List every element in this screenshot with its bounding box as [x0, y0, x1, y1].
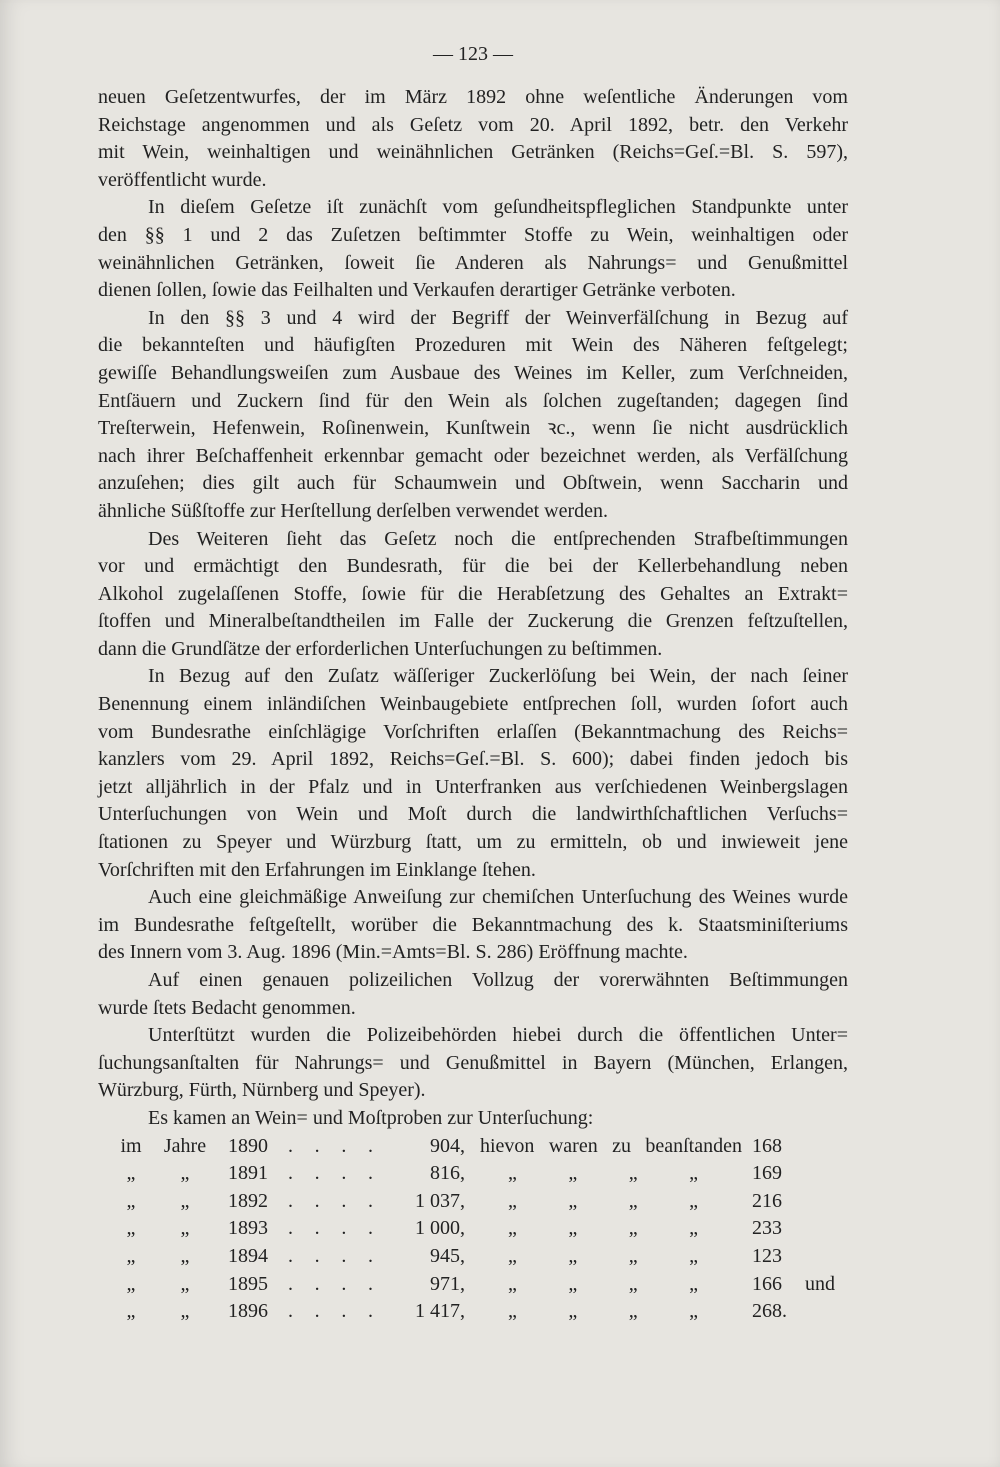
text-line: Es kamen an Wein= und Moſtproben zur Unterſuchung: [148, 1106, 594, 1129]
ditto-mark: „ [628, 1244, 638, 1267]
ditto-mark: „ [628, 1272, 638, 1295]
objected-count: 123 [752, 1244, 782, 1267]
ditto-mark: „ [568, 1300, 578, 1323]
text-line: Alkohol zugelaſſenen Stoffe, ſowie für die Herabſetzung des Gehaltes an Extrakt= [98, 582, 848, 605]
text-line: Unterſuchungen von Wein und Moſt durch die landwirthſchaftlichen Verſuchs= [98, 803, 848, 826]
row-label: „ [180, 1189, 190, 1212]
ditto-marks [508, 1271, 698, 1299]
paragraphs [98, 84, 848, 1133]
row-label: „ [180, 1162, 190, 1185]
objected-count: 168 [752, 1134, 782, 1157]
text-line: In Bezug auf den Zuſatz wäſſeriger Zuckerlöſung bei Wein, der nach ſeiner [148, 665, 848, 688]
paragraph [98, 1022, 848, 1105]
text-line: ſtationen zu Speyer und Würzburg ſtatt, um zu ermitteln, ob und inwieweit jene [98, 831, 848, 854]
objected-count: 169 [752, 1162, 782, 1185]
text-line: nach ihrer Beſchaffenheit erkennbar gemacht oder bezeichnet werden, als Verfälſchung [98, 444, 848, 467]
text-line: Des Weiteren ſieht das Geſetz noch die entſprechenden Strafbeſtimmungen [148, 527, 848, 550]
row-label: „ [126, 1217, 136, 1240]
table-row [98, 1160, 848, 1188]
text-line: dienen ſollen, ſowie das Feilhalten und Verkaufen derartiger Getränke verboten. [98, 279, 736, 302]
ditto-marks [508, 1243, 698, 1271]
row-suffix: und [805, 1272, 835, 1295]
objected-count: 268. [752, 1300, 787, 1323]
text-line: neuen Geſetzentwurfes, der im März 1892 ohne weſentliche Änderungen vom [98, 86, 848, 108]
ditto-mark: „ [508, 1189, 517, 1212]
leader-dots: . . . . [288, 1189, 373, 1212]
objected-count: 233 [752, 1217, 782, 1240]
text-line: In dieſem Geſetze iſt zunächſt vom geſundheitspfleglichen Standpunkte unter [148, 196, 848, 219]
ditto-mark: „ [568, 1189, 578, 1212]
leader-dots: . . . . [288, 1272, 373, 1295]
text-line: ähnliche Süßſtoffe zur Herſtellung derſelben verwendet werden. [98, 499, 608, 522]
row-label: „ [180, 1244, 190, 1267]
text-line: Benennung einem inländiſchen Weinbaugebiete entſprechen ſoll, wurden ſofort auch [98, 693, 848, 716]
ditto-mark: „ [628, 1162, 638, 1185]
text-line: Auch eine gleichmäßige Anweiſung zur chemiſchen Unterſuchung des Weines wurde [148, 886, 848, 909]
ditto-mark: „ [508, 1162, 517, 1185]
sample-count: 816, [430, 1162, 465, 1185]
ditto-mark: „ [628, 1217, 638, 1240]
ditto-mark: „ [628, 1189, 638, 1212]
text-line: vor und ermächtigt den Bundesrath, für die bei der Kellerbehandlung neben [98, 555, 848, 578]
ditto-marks [508, 1215, 698, 1243]
text-line: ſuchungsanſtalten für Nahrungs= und Genußmittel in Bayern (München, Erlangen, [98, 1051, 848, 1074]
row-year: 1891 [228, 1162, 268, 1185]
text-line: gewiſſe Behandlungsweiſen zum Ausbaue des Weines im Keller, zum Verſchneiden, [98, 361, 848, 384]
objected-count: 216 [752, 1189, 782, 1212]
sample-count: 971, [430, 1272, 465, 1295]
text-line: Treſterwein, Hefenwein, Roſinenwein, Kunſtwein ꝛc., wenn ſie nicht ausdrücklich [98, 417, 848, 440]
table-row [98, 1271, 848, 1299]
row-label: „ [180, 1272, 190, 1295]
ditto-mark: „ [568, 1272, 578, 1295]
sample-count: 904, [430, 1134, 465, 1157]
row-label: „ [126, 1189, 136, 1212]
table-row [98, 1133, 848, 1161]
text-line: die bekannteſten und häufigſten Prozeduren mit Wein des Näheren feſtgelegt; [98, 334, 848, 357]
leader-dots: . . . . [288, 1134, 373, 1157]
row-label: „ [126, 1272, 136, 1295]
ditto-mark: „ [508, 1244, 517, 1267]
paragraph [98, 967, 848, 1022]
ditto-mark: „ [508, 1300, 517, 1323]
text-line: Reichstage angenommen und als Geſetz vom 20. April 1892, betr. den Verkehr [98, 113, 848, 136]
ditto-mark: „ [689, 1217, 698, 1240]
ditto-mark: „ [689, 1162, 698, 1185]
text-line: In den §§ 3 und 4 wird der Begriff der Weinverfälſchung in Bezug auf [148, 306, 848, 329]
paragraph [98, 1105, 848, 1133]
row-label: „ [126, 1162, 136, 1185]
row-label: „ [126, 1244, 136, 1267]
row-description: hievon waren zu beanſtanden [480, 1134, 742, 1157]
objected-count: 166 [752, 1272, 782, 1295]
page-number: — 123 — [433, 43, 513, 65]
leader-dots: . . . . [288, 1300, 373, 1323]
row-year: 1894 [228, 1244, 268, 1267]
table-row [98, 1188, 848, 1216]
ditto-marks [508, 1160, 698, 1188]
text-line: veröffentlicht wurde. [98, 168, 267, 191]
text-line: weinähnlichen Getränken, ſoweit ſie Anderen als Nahrungs= und Genußmittel [98, 251, 848, 274]
row-year: 1895 [228, 1272, 268, 1295]
text-line: den §§ 1 und 2 das Zuſetzen beſtimmter Stoffe zu Wein, weinhaltigen oder [98, 223, 848, 246]
leader-dots: . . . . [288, 1217, 373, 1240]
row-label: „ [126, 1300, 136, 1323]
row-label: „ [180, 1217, 190, 1240]
row-year: 1893 [228, 1217, 268, 1240]
sample-count: 945, [430, 1244, 465, 1267]
row-label: im [120, 1134, 142, 1157]
paragraph [98, 663, 848, 884]
ditto-mark: „ [689, 1189, 698, 1212]
leader-dots: . . . . [288, 1162, 373, 1185]
table-row [98, 1215, 848, 1243]
ditto-mark: „ [508, 1217, 517, 1240]
paragraph [98, 305, 848, 526]
text-line: des Innern vom 3. Aug. 1896 (Min.=Amts=Bl. S. 286) Eröffnung machte. [98, 941, 688, 964]
text-line: kanzlers vom 29. April 1892, Reichs=Geſ.=Bl. S. 600); dabei finden jedoch bis [98, 748, 848, 771]
text-line: dann die Grundſätze der erforderlichen Unterſuchungen zu beſtimmen. [98, 637, 663, 660]
ditto-mark: „ [568, 1244, 578, 1267]
ditto-mark: „ [628, 1300, 638, 1323]
ditto-mark: „ [689, 1244, 698, 1267]
leader-dots: . . . . [288, 1244, 373, 1267]
sample-table [98, 1133, 848, 1326]
text-line: Entſäuern und Zuckern ſind für den Wein als ſolchen zugeſtanden; dagegen ſind [98, 389, 848, 412]
sample-count: 1 417, [415, 1300, 465, 1323]
paragraph [98, 84, 848, 194]
row-label: „ [180, 1300, 190, 1323]
table-row [98, 1243, 848, 1271]
text-line: jetzt alljährlich in der Pfalz und in Unterfranken aus verſchiedenen Weinbergslagen [98, 775, 848, 798]
ditto-mark: „ [508, 1272, 517, 1295]
ditto-marks [508, 1188, 698, 1216]
text-line: Würzburg, Fürth, Nürnberg und Speyer). [98, 1079, 426, 1102]
ditto-mark: „ [568, 1162, 578, 1185]
paragraph [98, 194, 848, 304]
table-row [98, 1298, 848, 1326]
text-line: wurde ſtets Bedacht genommen. [98, 996, 356, 1019]
text-line: ſtoffen und Mineralbeſtandtheilen im Falle der Zuckerung die Grenzen feſtzuſtellen, [98, 610, 848, 633]
row-year: 1890 [228, 1134, 268, 1157]
text-line: mit Wein, weinhaltigen und weinähnlichen Getränken (Reichs=Geſ.=Bl. S. 597), [98, 141, 848, 164]
ditto-mark: „ [689, 1300, 698, 1323]
text-line: Vorſchriften mit den Erfahrungen im Einklange ſtehen. [98, 858, 536, 881]
sample-count: 1 037, [415, 1189, 465, 1212]
row-year: 1892 [228, 1189, 268, 1212]
paragraph [98, 526, 848, 664]
ditto-marks [508, 1298, 698, 1326]
text-line: anzuſehen; dies gilt auch für Schaumwein und Obſtwein, wenn Saccharin und [98, 472, 848, 495]
text-line: vom Bundesrathe einſchlägige Vorſchriften erlaſſen (Bekanntmachung des Reichs= [98, 720, 848, 743]
text-line: Auf einen genauen polizeilichen Vollzug der vorerwähnten Beſtimmungen [148, 969, 848, 991]
ditto-mark: „ [568, 1217, 578, 1240]
text-line: im Bundesrathe feſtgeſtellt, worüber die Bekanntmachung des k. Staatsminiſteriums [98, 913, 848, 936]
paragraph [98, 884, 848, 967]
sample-count: 1 000, [415, 1217, 465, 1240]
body-text [98, 84, 848, 1326]
row-year: 1896 [228, 1300, 268, 1323]
ditto-mark: „ [689, 1272, 698, 1295]
row-label: Jahre [163, 1134, 207, 1157]
text-line: Unterſtützt wurden die Polizeibehörden hiebei durch die öffentlichen Unter= [148, 1024, 848, 1047]
